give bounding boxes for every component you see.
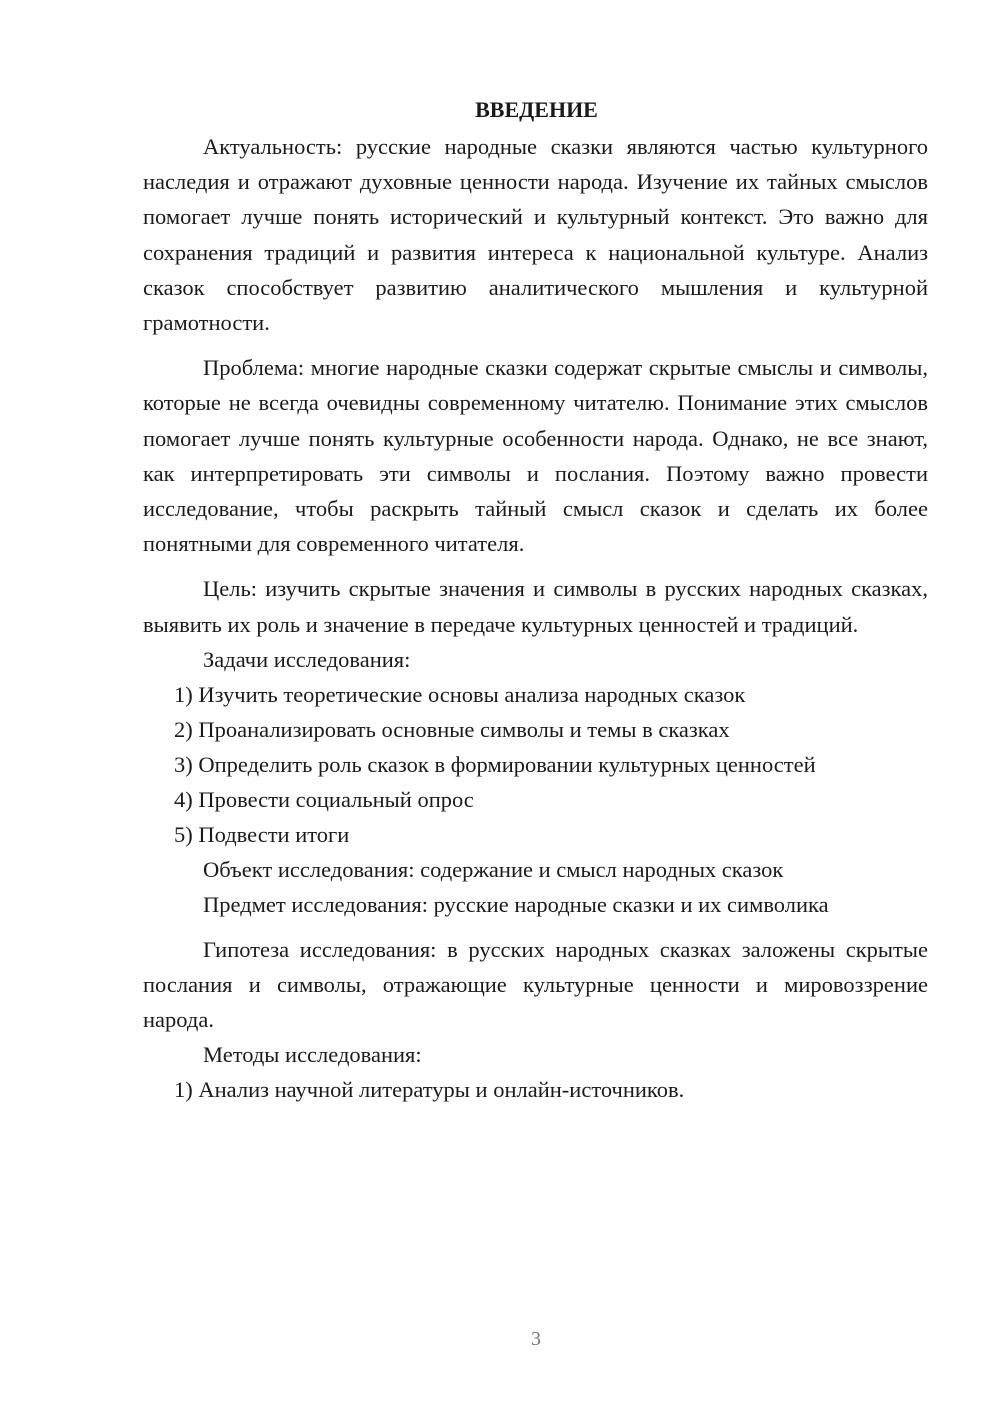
list-item: 1) Изучить теоретические основы анализа народных сказок bbox=[174, 681, 746, 707]
page-number: 3 bbox=[531, 1328, 541, 1350]
list-item: 4) Провести социальный опрос bbox=[174, 786, 474, 812]
document-page bbox=[143, 92, 928, 1107]
tasks-heading: Задачи исследования: bbox=[203, 646, 411, 672]
relevance-paragraph: Актуальность: русские народные сказки являются частью культурного наследия и отражают духовные ценности народа. Изучение их тайных смыслов помогает лучше понять исторический и культурный контекст. Это важно для сохранения традиций и развития интереса к национальной культуре. Анализ сказок способствует развитию аналитического мышления и культурной грамотности. bbox=[143, 134, 928, 336]
problem-paragraph: Проблема: многие народные сказки содержат скрытые смыслы и символы, которые не всегда очевидны современному читателю. Понимание этих смыслов помогает лучше понять культурные особенности народа. Однако, не все знают, как интерпретировать эти символы и послания. Поэтому важно провести исследование, чтобы раскрыть тайный смысл сказок и сделать их более понятными для современного читателя. bbox=[143, 355, 928, 557]
list-item: 1) Анализ научной литературы и онлайн-источников. bbox=[174, 1077, 685, 1103]
hypothesis-paragraph: Гипотеза исследования: в русских народных сказках заложены скрытые послания и символы, отражающие культурные ценности и мировоззрение народа. bbox=[143, 936, 928, 1033]
methods-heading: Методы исследования: bbox=[203, 1042, 422, 1068]
list-item: 3) Определить роль сказок в формировании культурных ценностей bbox=[174, 751, 816, 777]
methods-list bbox=[143, 1072, 928, 1107]
list-item: 2) Проанализировать основные символы и темы в сказках bbox=[174, 716, 730, 742]
subject-paragraph: Предмет исследования: русские народные сказки и их символика bbox=[203, 891, 829, 917]
section-heading: ВВЕДЕНИЕ bbox=[475, 97, 598, 122]
object-paragraph: Объект исследования: содержание и смысл народных сказок bbox=[203, 856, 784, 882]
tasks-list bbox=[143, 677, 928, 852]
list-item: 5) Подвести итоги bbox=[174, 821, 350, 847]
goal-paragraph: Цель: изучить скрытые значения и символы в русских народных сказках, выявить их роль и значение в передаче культурных ценностей и традиций. bbox=[143, 576, 928, 637]
